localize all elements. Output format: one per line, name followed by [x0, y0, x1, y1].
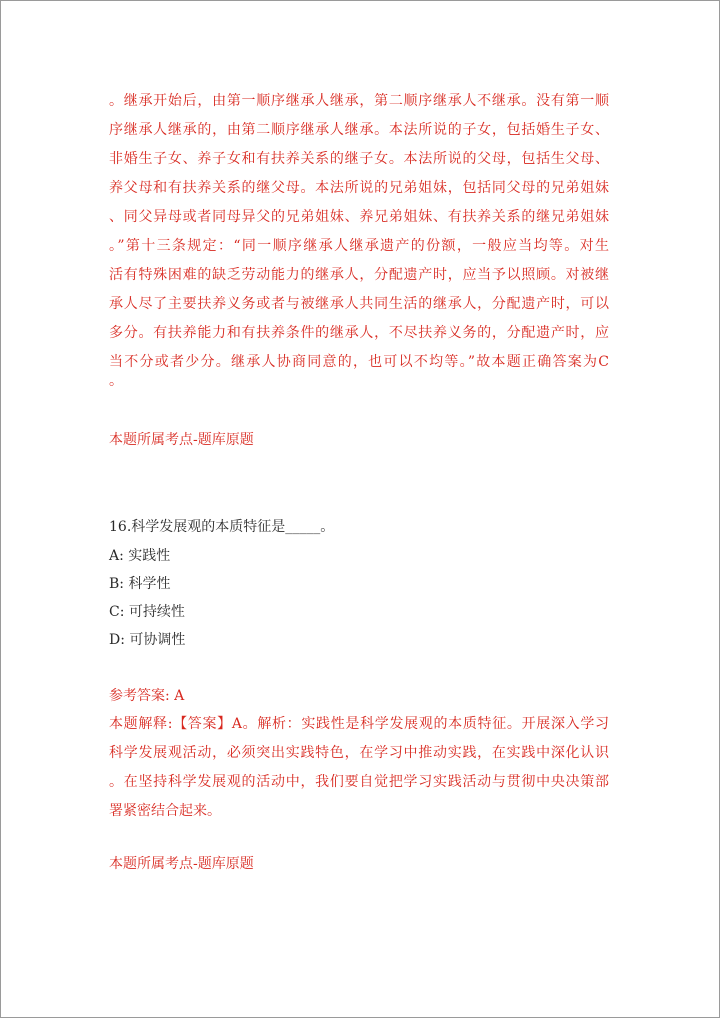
topic-label: 本题所属考点-题库原题 [109, 432, 254, 448]
explanation-line: 活有特殊困难的缺乏劳动能力的继承人，分配遗产时，应当予以照顾。对被继 [109, 267, 609, 283]
explanation-line: 。在坚持科学发展观的活动中，我们要自觉把学习实践活动与贯彻中央决策部 [109, 774, 609, 790]
explanation-line: 、同父异母或者同母异父的兄弟姐妹、养兄弟姐妹、有扶养关系的继兄弟姐妹 [109, 209, 609, 225]
option-a: A: 实践性 [109, 548, 171, 564]
explanation-line: 。”第十三条规定：“同一顺序继承人继承遗产的份额，一般应当均等。对生 [109, 238, 609, 254]
explanation-line: 承人尽了主要扶养义务或者与被继承人共同生活的继承人，分配遗产时，可以 [109, 296, 609, 312]
explanation-line: 。 [109, 373, 123, 389]
option-c: C: 可持续性 [109, 604, 185, 620]
explanation-line: 多分。有扶养能力和有扶养条件的继承人，不尽扶养义务的，分配遗产时，应 [109, 325, 609, 341]
reference-answer: 参考答案: A [109, 688, 185, 704]
explanation-line: 序继承人继承的，由第二顺序继承人继承。本法所说的子女，包括婚生子女、 [109, 122, 609, 138]
explanation-line: 署紧密结合起来。 [109, 803, 221, 819]
explanation-line: 本题解释:【答案】A。解析：实践性是科学发展观的本质特征。开展深入学习 [109, 716, 609, 732]
explanation-line: 。继承开始后，由第一顺序继承人继承，第二顺序继承人不继承。没有第一顺 [109, 93, 609, 109]
explanation-line: 养父母和有扶养关系的继父母。本法所说的兄弟姐妹，包括同父母的兄弟姐妹 [109, 180, 609, 196]
topic-label: 本题所属考点-题库原题 [109, 856, 254, 872]
explanation-line: 当不分或者少分。继承人协商同意的，也可以不均等。”故本题正确答案为C [109, 354, 609, 370]
question-stem: 16.科学发展观的本质特征是_____。 [109, 519, 335, 535]
option-b: B: 科学性 [109, 576, 171, 592]
explanation-line: 非婚生子女、养子女和有扶养关系的继子女。本法所说的父母，包括生父母、 [109, 151, 609, 167]
explanation-line: 科学发展观活动，必须突出实践特色，在学习中推动实践，在实践中深化认识 [109, 745, 609, 761]
option-d: D: 可协调性 [109, 632, 186, 648]
